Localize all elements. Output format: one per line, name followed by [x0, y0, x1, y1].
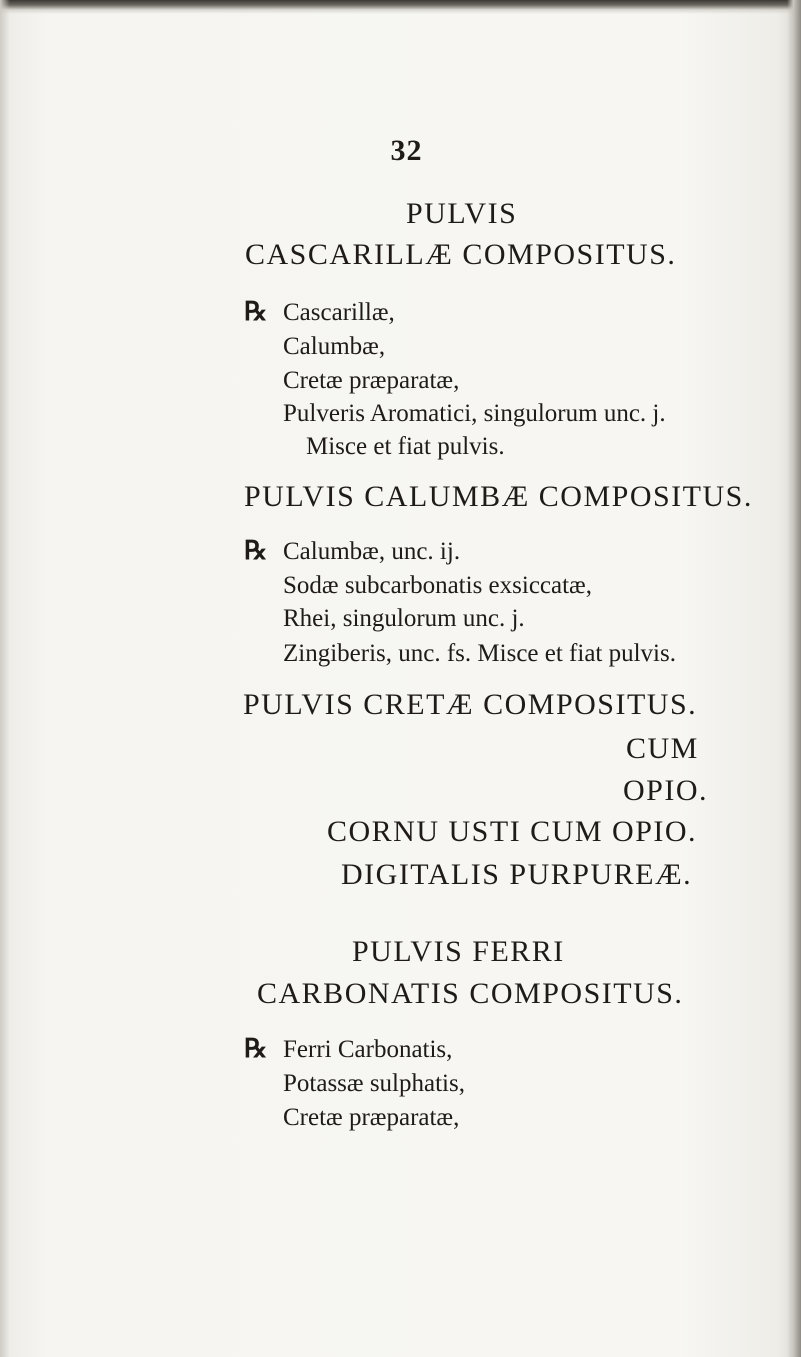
section2-rx-symbol: ℞	[244, 536, 268, 565]
section3-cum: CUM	[626, 732, 699, 765]
section1-line-1: Cascarillæ,	[283, 299, 395, 326]
section4-title-line2: CARBONATIS COMPOSITUS.	[257, 977, 684, 1010]
section3-opio: OPIO.	[623, 774, 709, 807]
section4-rx-symbol: ℞	[244, 1034, 268, 1063]
section2-line-3: Rhei, singulorum unc. j.	[283, 605, 525, 632]
section3-title: PULVIS CRETÆ COMPOSITUS.	[243, 688, 698, 721]
section1-line-2: Calumbæ,	[283, 333, 386, 360]
page-left-shadow	[0, 0, 10, 1357]
section4-line-1: Ferri Carbonatis,	[283, 1036, 453, 1063]
section2-line-4: Zingiberis, unc. fs. Misce et fiat pulvis.	[283, 640, 676, 667]
page-number: 32	[390, 134, 423, 167]
section3-digitalis: DIGITALIS PURPUREÆ.	[341, 858, 693, 891]
section2-line-2: Sodæ subcarbonatis exsiccatæ,	[283, 572, 592, 599]
section1-line-3: Cretæ præparatæ,	[283, 367, 460, 394]
section4-title-line1: PULVIS FERRI	[352, 935, 565, 968]
section2-line-1: Calumbæ, unc. ij.	[283, 538, 461, 565]
section3-cornu: CORNU USTI CUM OPIO.	[327, 815, 698, 848]
section2-title: PULVIS CALUMBÆ COMPOSITUS.	[244, 480, 753, 513]
section4-line-2: Potassæ sulphatis,	[283, 1070, 465, 1097]
section1-title-line2: CASCARILLÆ COMPOSITUS.	[245, 238, 677, 271]
page-right-shadow	[787, 0, 801, 1357]
section1-line-4: Pulveris Aromatici, singulorum unc. j.	[283, 400, 666, 427]
section4-line-3: Cretæ præparatæ,	[283, 1104, 460, 1131]
section1-rx-symbol: ℞	[244, 297, 268, 326]
section1-line-5: Misce et fiat pulvis.	[306, 433, 505, 460]
section1-title-line1: PULVIS	[406, 197, 518, 230]
page-top-shadow	[0, 0, 801, 14]
